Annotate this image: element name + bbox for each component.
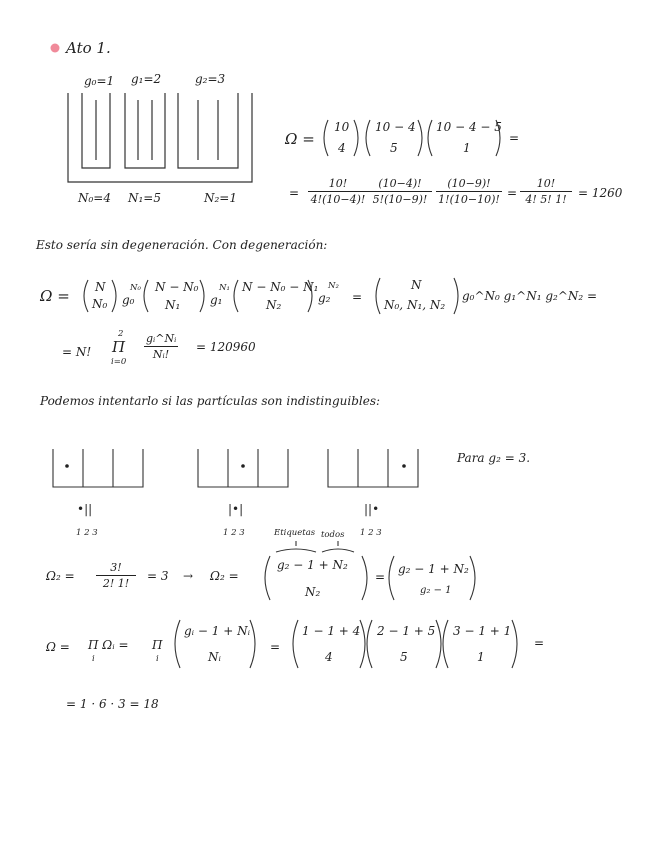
omega4-b3-bot: 5 — [400, 650, 408, 664]
omega1-frac1-num: 10! — [308, 177, 368, 192]
note-degeneracy: Esto sería sin degeneración. Con degeneración: — [36, 238, 328, 252]
omega3-annotation-all: todos — [321, 530, 345, 540]
omega4-b1-top: gᵢ − 1 + Nᵢ — [184, 624, 251, 638]
config1-marks: •|| — [77, 502, 93, 516]
occupation-n2: N₂=1 — [204, 191, 237, 205]
omega1-frac1-den: 4!(10−4)! — [310, 193, 366, 206]
omega3-b2-bot: g₂ − 1 — [420, 585, 452, 596]
omega1-frac2-den: 5!(10−9)! — [372, 193, 428, 206]
omega4-b3-top: 2 − 1 + 5 — [377, 624, 436, 638]
omega3-eq3: = 3 — [147, 569, 169, 583]
final-result: = 1 · 6 · 3 = 18 — [66, 697, 159, 711]
particle-dot-2 — [241, 464, 245, 468]
occupation-n0: N₀=4 — [78, 191, 111, 205]
omega3-lhs: Ω₂ = — [46, 569, 75, 583]
particle-dot-1 — [65, 464, 69, 468]
omega2-g2-exp: N₂ — [328, 281, 339, 291]
omega1-b3-top: 10 − 4 − 5 — [436, 120, 502, 134]
omega4-b4-bot: 1 — [477, 650, 485, 664]
config2-marks: |•| — [228, 502, 244, 516]
omega2-g2: g₂ — [318, 291, 331, 305]
omega2-line2-frac-den: Nᵢ! — [152, 348, 170, 361]
omega4-b2-bot: 4 — [325, 650, 333, 664]
omega1-eq: = — [509, 131, 520, 145]
omega2-b3-top: N − N₀ − N₁ — [242, 280, 319, 294]
heading-label: Ato 1. — [66, 39, 111, 57]
config1-labels: 1 2 3 — [76, 528, 98, 538]
omega2-prod-bot: i=0 — [111, 357, 127, 367]
omega3-frac-den: 2! 1! — [102, 577, 130, 590]
particle-dot-3 — [402, 464, 406, 468]
omega4-eq-end: = — [534, 636, 545, 650]
omega2-g1-exp: N₁ — [219, 283, 230, 293]
omega1-b1-top: 10 — [334, 120, 350, 134]
omega3-arrow: → — [183, 569, 194, 583]
omega3-b1-bot: N₂ — [305, 585, 321, 599]
omega1-frac4 — [520, 177, 572, 206]
para-g2-label: Para g₂ = 3. — [457, 451, 531, 465]
heading-bullet — [51, 44, 60, 53]
box-config-2 — [198, 449, 288, 487]
omega2-tail: g₀^N₀ g₁^N₁ g₂^N₂ = — [462, 289, 598, 303]
omega4-sub1: i — [92, 654, 95, 664]
omega3-annotation-labels: Etiquetas — [274, 528, 316, 538]
omega1-frac4-num: 10! — [520, 177, 572, 192]
omega2-prod-sym: Π — [112, 338, 126, 356]
omega1-frac3-den: 1!(10−10)! — [438, 193, 500, 206]
omega3-lhs2: Ω₂ = — [210, 569, 239, 583]
omega2-b2-bot: N₁ — [165, 298, 181, 312]
omega1-frac2 — [368, 177, 432, 206]
omega1-frac4-den: 4! 5! 1! — [525, 193, 567, 206]
omega1-result: = 1260 — [578, 186, 623, 200]
config3-labels: 1 2 3 — [360, 528, 382, 538]
omega2-result: = 120960 — [196, 340, 256, 354]
omega1-b3-bot: 1 — [463, 141, 471, 155]
omega1-frac3-num: (10−9)! — [436, 177, 502, 192]
omega2-b1-top: N — [95, 280, 106, 294]
omega2-g0-exp: N₀ — [130, 283, 141, 293]
omega2-b2-top: N − N₀ — [155, 280, 199, 294]
omega4-lhs: Ω = — [46, 640, 70, 654]
occupation-n1: N₁=5 — [128, 191, 161, 205]
omega1-lhs: Ω = — [285, 130, 315, 148]
omega1-b2-top: 10 − 4 — [375, 120, 416, 134]
omega1-frac1 — [308, 177, 368, 206]
omega2-lhs: Ω = — [40, 287, 70, 305]
omega2-line2: = N! — [62, 345, 92, 359]
omega1-frac3 — [436, 177, 502, 206]
energy-well-diagram — [68, 93, 252, 182]
omega2-b1-bot: N₀ — [92, 297, 108, 311]
omega4-prod1: Π Ωᵢ = — [88, 638, 129, 652]
box-config-1 — [53, 449, 143, 487]
omega4-sub2: i — [156, 654, 159, 664]
omega3-b1-top: g₂ − 1 + N₂ — [277, 558, 348, 572]
omega4-b4-top: 3 − 1 + 1 — [453, 624, 512, 638]
omega3-eq: = — [375, 570, 386, 584]
config2-labels: 1 2 3 — [223, 528, 245, 538]
degeneracy-g1: g₁=2 — [131, 72, 162, 86]
degeneracy-g2: g₂=3 — [195, 72, 226, 86]
omega2-line2-frac — [144, 332, 178, 361]
omega2-b3-bot: N₂ — [266, 298, 282, 312]
omega2-line2-frac-num: gᵢ^Nᵢ — [146, 332, 177, 345]
omega3-frac — [96, 561, 136, 590]
omega2-prod-top: 2 — [118, 329, 124, 339]
config3-marks: ||• — [364, 502, 380, 516]
omega4-b2-top: 1 − 1 + 4 — [302, 624, 361, 638]
omega4-prod2: Π — [152, 638, 163, 652]
degeneracy-g0: g₀=1 — [84, 74, 115, 88]
omega4-b1-bot: Nᵢ — [208, 650, 221, 664]
omega1-b1-bot: 4 — [338, 141, 346, 155]
omega2-multi-top: N — [411, 278, 422, 292]
omega1-line2-eq: = — [289, 186, 300, 200]
note-indistinguishable: Podemos intentarlo si las partículas son indistinguibles: — [40, 394, 381, 408]
omega1-line2-eq2: = — [507, 186, 518, 200]
omega2-g1: g₁ — [210, 293, 223, 307]
omega4-eq: = — [270, 640, 281, 654]
box-config-3 — [328, 449, 418, 487]
omega1-b2-bot: 5 — [390, 141, 398, 155]
omega2-multi-bot: N₀, N₁, N₂ — [384, 298, 446, 312]
omega2-g0: g₀ — [122, 293, 135, 307]
omega1-frac2-num: (10−4)! — [368, 177, 432, 192]
omega3-b2-top: g₂ − 1 + N₂ — [398, 562, 469, 576]
omega2-eq: = — [352, 290, 363, 304]
omega3-frac-num: 3! — [96, 561, 136, 576]
